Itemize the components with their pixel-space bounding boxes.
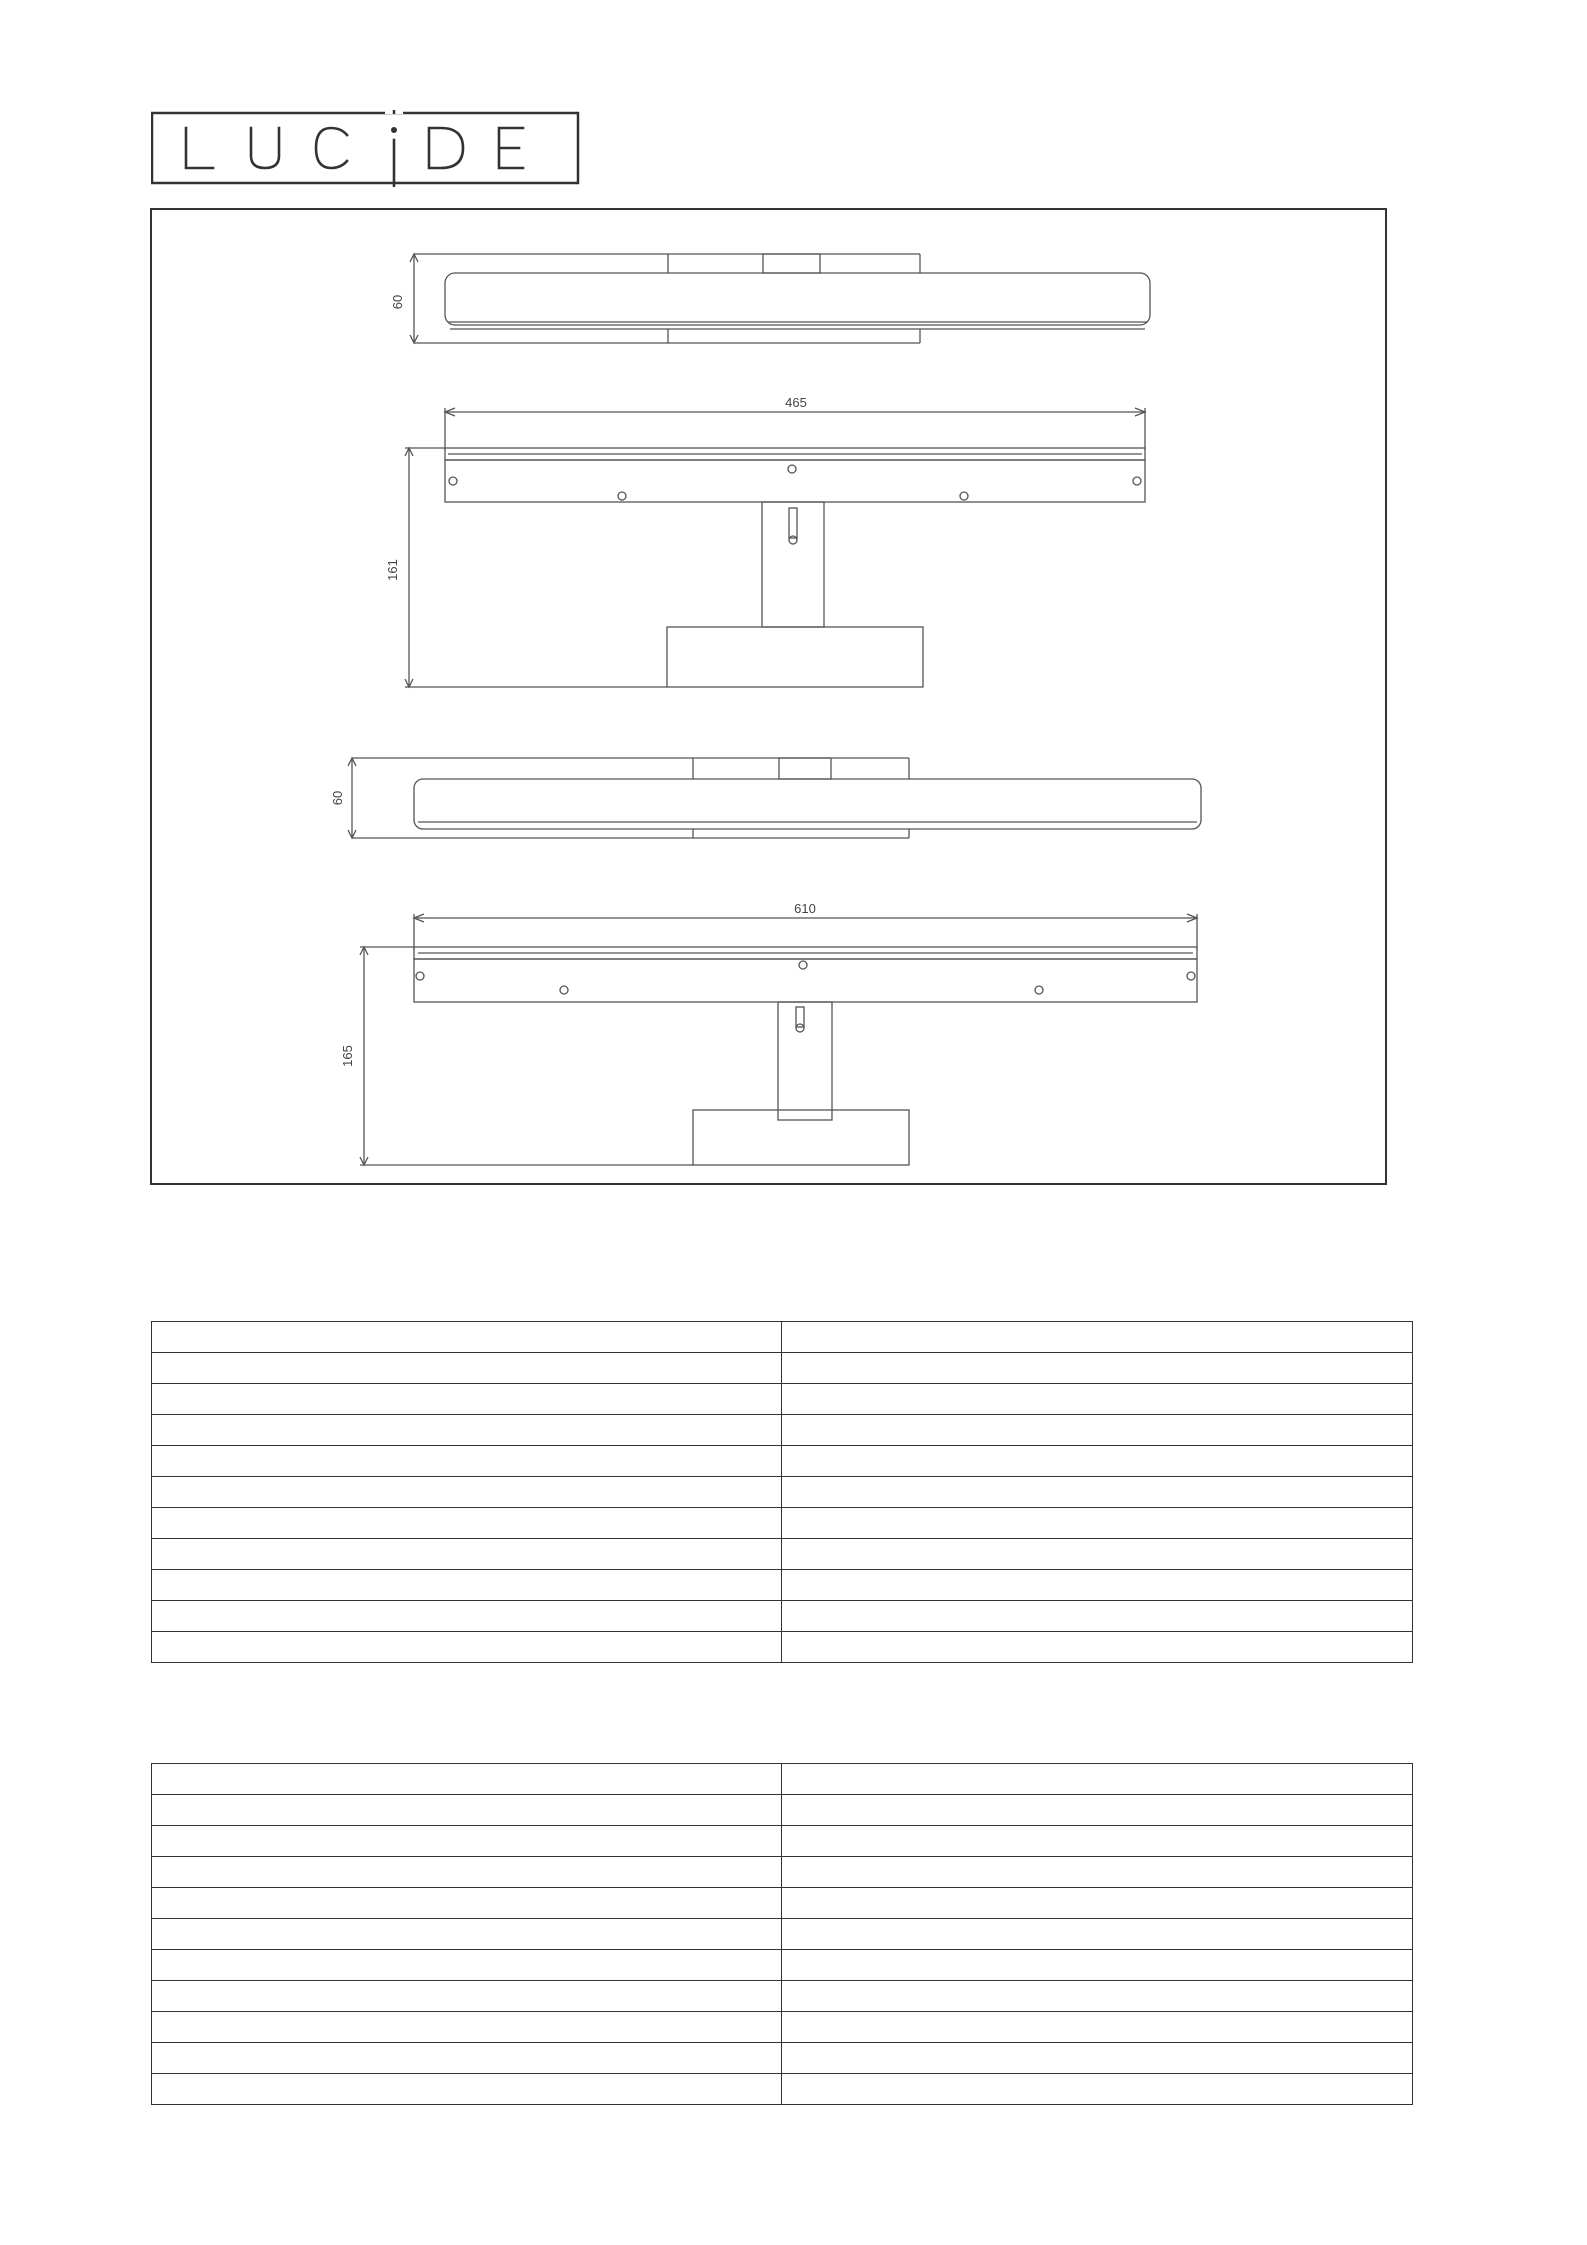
spec-value-cell <box>782 2012 1413 2043</box>
view2-width-label: 610 <box>794 901 816 916</box>
spec-value-cell <box>782 1322 1413 1353</box>
spec-value-cell <box>782 2074 1413 2105</box>
table-row <box>152 1795 1413 1826</box>
spec-value-cell <box>782 1539 1413 1570</box>
lucide-logo <box>151 110 581 187</box>
spec-label-cell <box>152 1477 782 1508</box>
spec-value-cell <box>782 1446 1413 1477</box>
spec-label-cell <box>152 1508 782 1539</box>
spec-label-cell <box>152 1857 782 1888</box>
table-row <box>152 1981 1413 2012</box>
spec-label-cell <box>152 2074 782 2105</box>
technical-drawing <box>150 208 1387 1185</box>
spec-value-cell <box>782 1981 1413 2012</box>
spec-label-cell <box>152 1888 782 1919</box>
table-row <box>152 1539 1413 1570</box>
view2-front <box>360 914 1197 1165</box>
spec-table-2 <box>151 1763 1413 2105</box>
table-row <box>152 1764 1413 1795</box>
spec-value-cell <box>782 1826 1413 1857</box>
spec-label-cell <box>152 1446 782 1477</box>
table-row <box>152 1415 1413 1446</box>
table-row <box>152 1384 1413 1415</box>
drawing-svg <box>152 210 1389 1187</box>
spec-value-cell <box>782 1950 1413 1981</box>
spec-value-cell <box>782 1477 1413 1508</box>
table-row <box>152 1570 1413 1601</box>
view2-depth-label: 60 <box>330 790 345 806</box>
spec-label-cell <box>152 1601 782 1632</box>
view1-front <box>405 408 1145 687</box>
spec-label-cell <box>152 1826 782 1857</box>
spec-value-cell <box>782 1764 1413 1795</box>
spec-label-cell <box>152 1981 782 2012</box>
spec-label-cell <box>152 1322 782 1353</box>
view1-height-label: 161 <box>385 559 400 581</box>
spec-label-cell <box>152 2043 782 2074</box>
spec-label-cell <box>152 2012 782 2043</box>
spec-value-cell <box>782 1632 1413 1663</box>
spec-label-cell <box>152 1764 782 1795</box>
spec-table-1 <box>151 1321 1413 1663</box>
spec-value-cell <box>782 1888 1413 1919</box>
view1-width-label: 465 <box>785 395 807 410</box>
table-row <box>152 1446 1413 1477</box>
table-row <box>152 1322 1413 1353</box>
spec-value-cell <box>782 1415 1413 1446</box>
table-row <box>152 2074 1413 2105</box>
spec-value-cell <box>782 1795 1413 1826</box>
spec-label-cell <box>152 1539 782 1570</box>
spec-label-cell <box>152 1384 782 1415</box>
view2-top <box>348 758 1201 838</box>
spec-value-cell <box>782 1508 1413 1539</box>
table-row <box>152 1857 1413 1888</box>
logo-graphic <box>151 110 581 187</box>
table-row <box>152 1632 1413 1663</box>
spec-label-cell <box>152 1353 782 1384</box>
table-row <box>152 1477 1413 1508</box>
table-row <box>152 2043 1413 2074</box>
spec-value-cell <box>782 2043 1413 2074</box>
spec-label-cell <box>152 1415 782 1446</box>
spec-label-cell <box>152 1570 782 1601</box>
spec-value-cell <box>782 1570 1413 1601</box>
table-row <box>152 1826 1413 1857</box>
table-row <box>152 1353 1413 1384</box>
view1-top <box>410 254 1150 343</box>
spec-label-cell <box>152 1795 782 1826</box>
table-row <box>152 1950 1413 1981</box>
table-row <box>152 1508 1413 1539</box>
spec-value-cell <box>782 1919 1413 1950</box>
table-row <box>152 2012 1413 2043</box>
table-row <box>152 1919 1413 1950</box>
spec-label-cell <box>152 1632 782 1663</box>
spec-label-cell <box>152 1950 782 1981</box>
spec-value-cell <box>782 1353 1413 1384</box>
view2-height-label: 165 <box>340 1045 355 1067</box>
spec-value-cell <box>782 1601 1413 1632</box>
table-row <box>152 1888 1413 1919</box>
spec-value-cell <box>782 1384 1413 1415</box>
spec-label-cell <box>152 1919 782 1950</box>
view1-depth-label: 60 <box>390 294 405 310</box>
table-row <box>152 1601 1413 1632</box>
spec-value-cell <box>782 1857 1413 1888</box>
